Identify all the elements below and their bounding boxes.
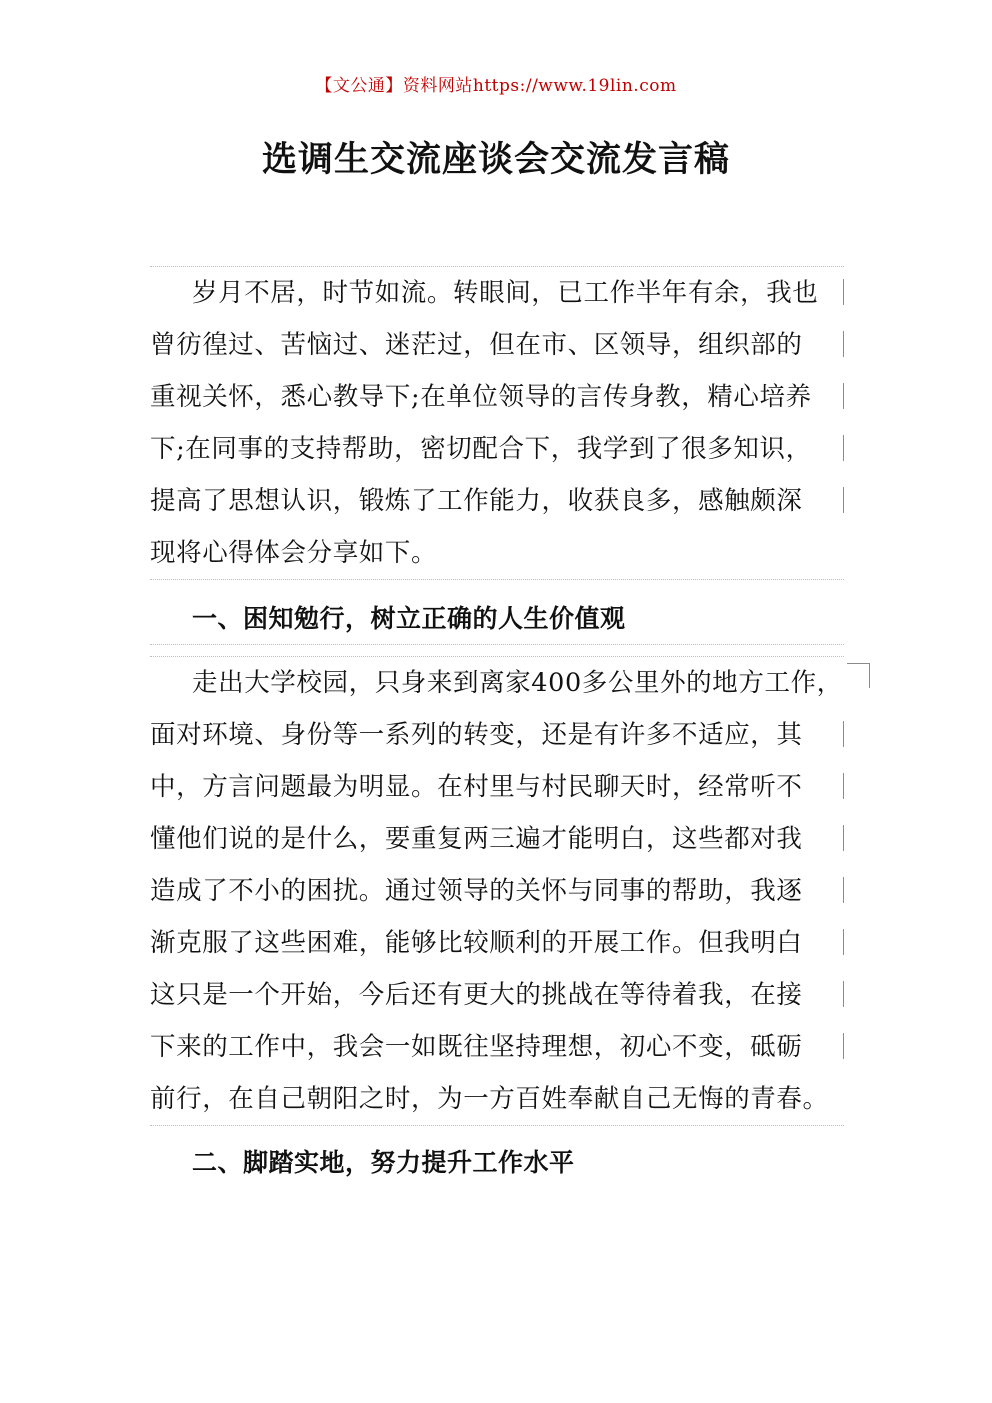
paragraph-line: 走出大学校园，只身来到离家400多公里外的地方工作， [192,668,843,698]
section-heading-2-container [150,1138,844,1188]
paragraph-line: 前行，在自己朝阳之时，为一方百姓奉献自己无悔的青春。 [150,1084,829,1114]
paragraph-line: 下来的工作中，我会一如既往坚持理想，初心不变，砥砺 [150,1021,844,1073]
header-banner: 【文公通】资料网站https://www.19lin.com [315,76,677,96]
paragraph-line: 面对环境、身份等一系列的转变，还是有许多不适应，其 [150,709,844,761]
paragraph-line: 下;在同事的支持帮助，密切配合下，我学到了很多知识， [150,423,844,475]
paragraph-line: 重视关怀，悉心教导下;在单位领导的言传身教，精心培养 [150,371,844,423]
document-title: 选调生交流座谈会交流发言稿 [261,140,730,180]
margin-corner-mark [847,663,870,688]
paragraph-line: 渐克服了这些困难，能够比较顺利的开展工作。但我明白 [150,917,844,969]
paragraph-line: 中，方言问题最为明显。在村里与村民聊天时，经常听不 [150,761,844,813]
section-heading: 一、困知勉行，树立正确的人生价值观 [192,604,626,633]
paragraph-line: 现将心得体会分享如下。 [150,538,438,568]
paragraph-line: 提高了思想认识，锻炼了工作能力，收获良多，感触颇深 [150,475,844,527]
paragraph-line: 岁月不居，时节如流。转眼间，已工作半年有余，我也 [150,267,844,319]
intro-paragraph [150,266,844,580]
paragraph-line: 这只是一个开始，今后还有更大的挑战在等待着我，在接 [150,969,844,1021]
section-heading-1-container [150,594,844,645]
section-heading: 二、脚踏实地，努力提升工作水平 [192,1148,575,1177]
paragraph-line: 造成了不小的困扰。通过领导的关怀与同事的帮助，我逐 [150,865,844,917]
paragraph-line: 曾彷徨过、苦恼过、迷茫过，但在市、区领导，组织部的 [150,319,844,371]
paragraph-line: 懂他们说的是什么，要重复两三遍才能明白，这些都对我 [150,813,844,865]
section1-paragraph [150,656,844,1126]
